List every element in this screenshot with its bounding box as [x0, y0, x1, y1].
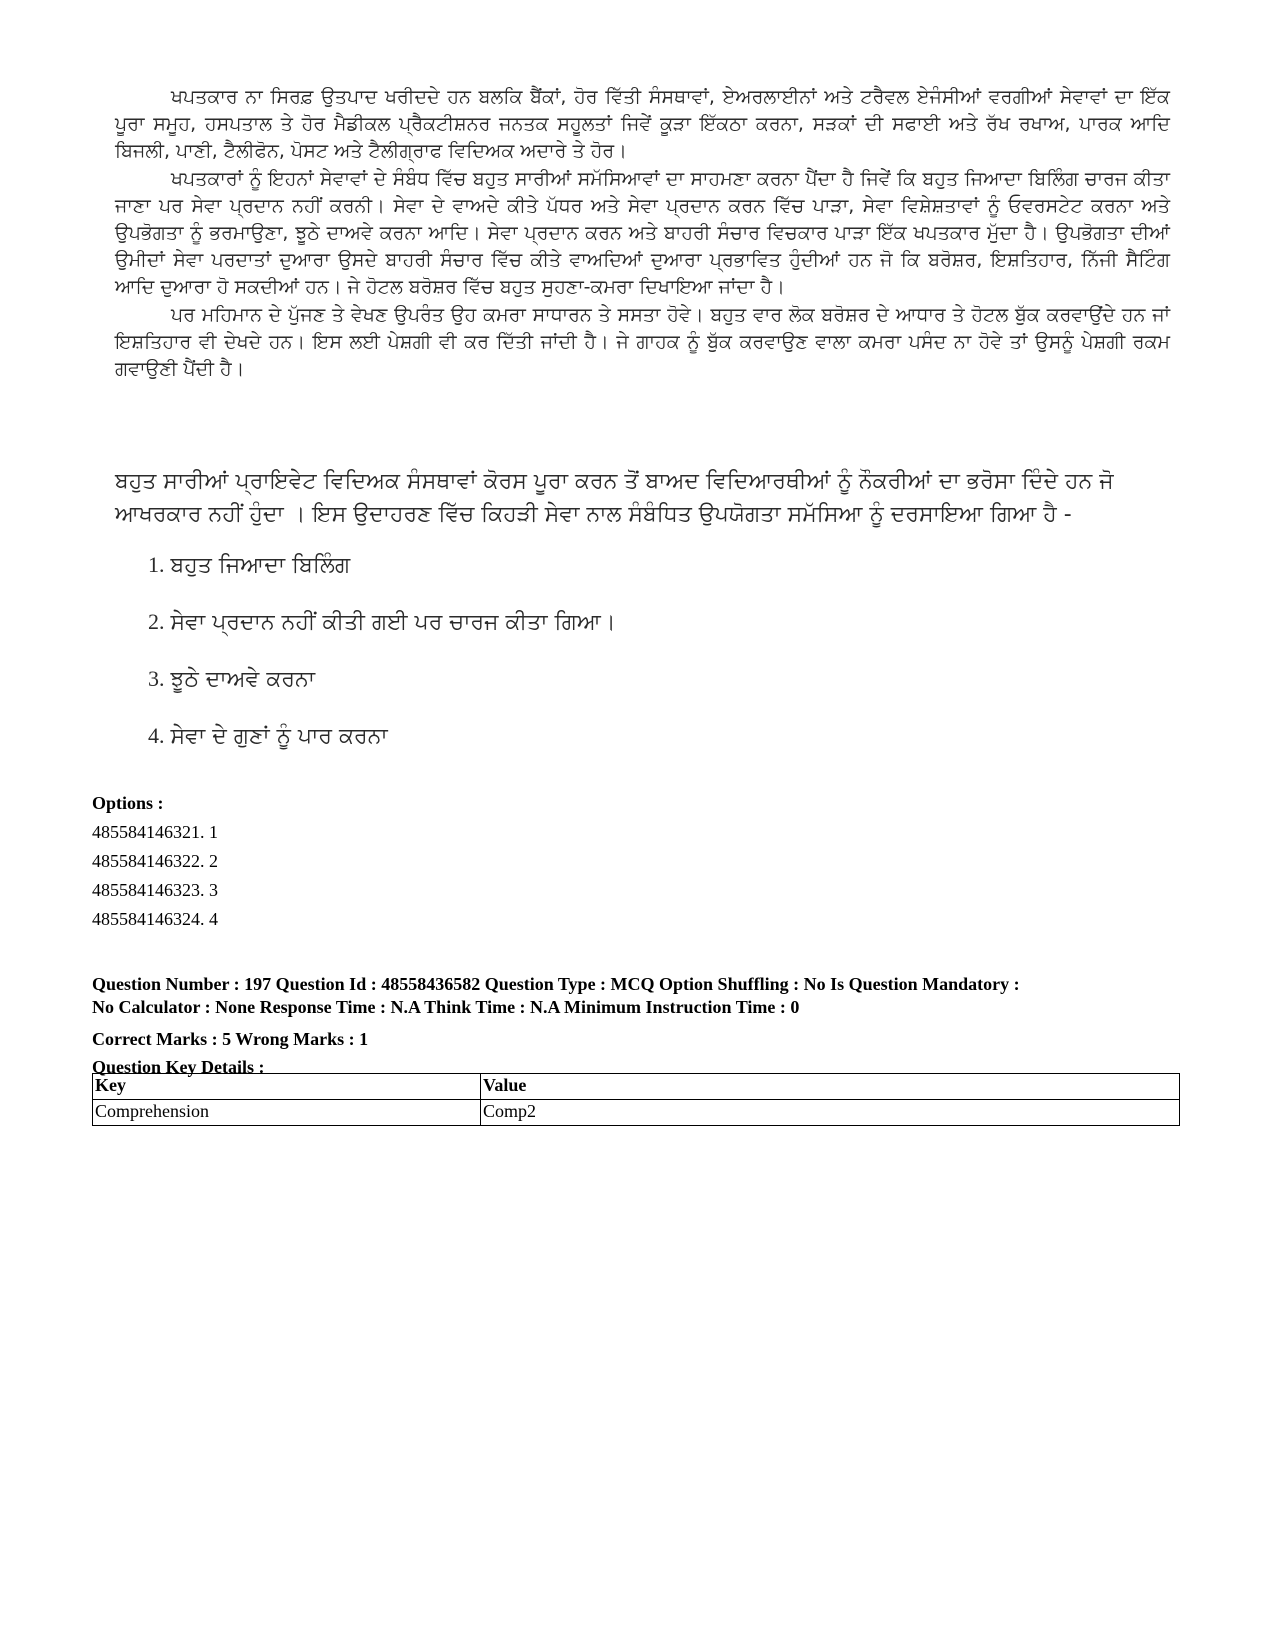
options-title: Options :	[92, 793, 164, 813]
question-choices	[148, 549, 1048, 777]
key-details-table	[92, 1073, 1180, 1126]
table-header-cell: Key	[93, 1074, 481, 1100]
option-item: 485584146321. 1	[92, 822, 218, 842]
passage-paragraph: ਪਰ ਮਹਿਮਾਨ ਦੇ ਪੁੱਜਣ ਤੇ ਵੇਖਣ ਉਪਰੰਤ ਉਹ ਕਮਰਾ ਸਾਧਾਰਨ ਤੇ ਸਸਤਾ ਹੋਵੇ। ਬਹੁਤ ਵਾਰ ਲੋਕ ਬਰੋਸ਼ਰ ਦੇ ਆਧਾਰ ਤੇ ਹੋਟਲ ਬੁੱਕ ਕਰਵਾਉਂਦੇ ਹਨ ਜਾਂ ਇਸ਼ਤਿਹਾਰ ਵੀ ਦੇਖਦੇ ਹਨ। ਇਸ ਲਈ ਪੇਸ਼ਗੀ ਵੀ ਕਰ ਦਿੱਤੀ ਜਾਂਦੀ ਹੈ। ਜੇ ਗਾਹਕ ਨੂੰ ਬੁੱਕ ਕਰਵਾਉਣ ਵਾਲਾ ਕਮਰਾ ਪਸੰਦ ਨਾ ਹੋਵੇ ਤਾਂ ਉਸਨੂੰ ਪੇਸ਼ਗੀ ਰਕਮ ਗਵਾਉਣੀ ਪੈਂਦੀ ਹੈ।	[115, 303, 1170, 381]
table-header-row	[93, 1074, 1180, 1100]
choice-text: ਸੇਵਾ ਪ੍ਰਦਾਨ ਨਹੀਂ ਕੀਤੀ ਗਈ ਪਰ ਚਾਰਜ ਕੀਤਾ ਗਿਆ।	[170, 610, 616, 635]
table-row	[93, 1100, 1180, 1126]
options-list	[92, 788, 218, 934]
question-text: ਬਹੁਤ ਸਾਰੀਆਂ ਪ੍ਰਾਇਵੇਟ ਵਿਦਿਅਕ ਸੰਸਥਾਵਾਂ ਕੋਰਸ ਪੂਰਾ ਕਰਨ ਤੋਂ ਬਾਅਦ ਵਿਦਿਆਰਥੀਆਂ ਨੂੰ ਨੌਕਰੀਆਂ ਦਾ ਭਰੋਸਾ ਦਿੰਦੇ ਹਨ ਜੋ ਆਖਰਕਾਰ ਨਹੀਂ ਹੁੰਦਾ । ਇਸ ਉਦਾਹਰਣ ਵਿੱਚ ਕਿਹੜੀ ਸੇਵਾ ਨਾਲ ਸੰਬੰਧਿਤ ਉਪਯੋਗਤਾ ਸਮੱਸਿਆ ਨੂੰ ਦਰਸਾਇਆ ਗਿਆ ਹੈ -	[115, 469, 1114, 527]
choice-item	[148, 720, 1048, 777]
choice-text: ਬਹੁਤ ਜਿਆਦਾ ਬਿਲਿੰਗ	[170, 553, 351, 578]
choice-item	[148, 663, 1048, 720]
choice-number: 2.	[148, 609, 165, 634]
choice-item	[148, 549, 1048, 606]
question-metadata	[92, 973, 1192, 1081]
passage-paragraph: ਖਪਤਕਾਰ ਨਾ ਸਿਰਫ਼ ਉਤਪਾਦ ਖਰੀਦਦੇ ਹਨ ਬਲਕਿ ਬੈਂਕਾਂ, ਹੋਰ ਵਿੱਤੀ ਸੰਸਥਾਵਾਂ, ਏਅਰਲਾਈਨਾਂ ਅਤੇ ਟਰੈਵਲ ਏਜੰਸੀਆਂ ਵਰਗੀਆਂ ਸੇਵਾਵਾਂ ਦਾ ਇੱਕ ਪੂਰਾ ਸਮੂਹ, ਹਸਪਤਾਲ ਤੇ ਹੋਰ ਮੈਡੀਕਲ ਪ੍ਰੈਕਟੀਸ਼ਨਰ ਜਨਤਕ ਸਹੂਲਤਾਂ ਜਿਵੇਂ ਕੂੜਾ ਇੱਕਠਾ ਕਰਨਾ, ਸੜਕਾਂ ਦੀ ਸਫਾਈ ਅਤੇ ਰੱਖ ਰਖਾਅ, ਪਾਰਕ ਆਦਿ ਬਿਜਲੀ, ਪਾਣੀ, ਟੈਲੀਫੋਨ, ਪੋਸਟ ਅਤੇ ਟੈਲੀਗ੍ਰਾਫ ਵਿਦਿਅਕ ਅਦਾਰੇ ਤੇ ਹੋਰ।	[115, 86, 1170, 163]
comprehension-passage	[115, 84, 1170, 383]
choice-text: ਸੇਵਾ ਦੇ ਗੁਣਾਂ ਨੂੰ ਪਾਰ ਕਰਨਾ	[170, 724, 388, 749]
option-item: 485584146323. 3	[92, 880, 218, 900]
question-meta-line: No Calculator : None Response Time : N.A Think Time : N.A Minimum Instruction Time : 0	[92, 997, 800, 1017]
question-meta-line: Question Number : 197 Question Id : 48558436582 Question Type : MCQ Option Shuffling : No Is Question Mandatory :	[92, 974, 1020, 994]
choice-item	[148, 606, 1048, 663]
key-details-title: Question Key Details :	[92, 1057, 265, 1077]
choice-text: ਝੂਠੇ ਦਾਅਵੇ ਕਰਨਾ	[170, 667, 316, 692]
table-cell: Comprehension	[93, 1100, 481, 1126]
option-item: 485584146322. 2	[92, 851, 218, 871]
choice-number: 3.	[148, 666, 165, 691]
passage-paragraph: ਖਪਤਕਾਰਾਂ ਨੂੰ ਇਹਨਾਂ ਸੇਵਾਵਾਂ ਦੇ ਸੰਬੰਧ ਵਿੱਚ ਬਹੁਤ ਸਾਰੀਆਂ ਸਮੱਸਿਆਵਾਂ ਦਾ ਸਾਹਮਣਾ ਕਰਨਾ ਪੈਂਦਾ ਹੈ ਜਿਵੇਂ ਕਿ ਬਹੁਤ ਜਿਆਦਾ ਬਿਲਿੰਗ ਚਾਰਜ ਕੀਤਾ ਜਾਣਾ ਪਰ ਸੇਵਾ ਪ੍ਰਦਾਨ ਨਹੀਂ ਕਰਨੀ। ਸੇਵਾ ਦੇ ਵਾਅਦੇ ਕੀਤੇ ਪੱਧਰ ਅਤੇ ਸੇਵਾ ਪ੍ਰਦਾਨ ਕਰਨ ਵਿੱਚ ਪਾੜਾ, ਸੇਵਾ ਵਿਸ਼ੇਸ਼ਤਾਵਾਂ ਨੂੰ ਓਵਰਸਟੇਟ ਕਰਨਾ ਅਤੇ ਉਪਭੋਗਤਾ ਨੂੰ ਭਰਮਾਉਣਾ, ਝੂਠੇ ਦਾਅਵੇ ਕਰਨਾ ਆਦਿ। ਸੇਵਾ ਪ੍ਰਦਾਨ ਕਰਨ ਅਤੇ ਬਾਹਰੀ ਸੰਚਾਰ ਵਿਚਕਾਰ ਪਾੜਾ ਇੱਕ ਖਪਤਕਾਰ ਮੁੱਦਾ ਹੈ। ਉਪਭੋਗਤਾ ਦੀਆਂ ਉਮੀਦਾਂ ਸੇਵਾ ਪਰਦਾਤਾਂ ਦੁਆਰਾ ਉਸਦੇ ਬਾਹਰੀ ਸੰਚਾਰ ਵਿੱਚ ਕੀਤੇ ਵਾਅਦਿਆਂ ਦੁਆਰਾ ਪ੍ਰਭਾਵਿਤ ਹੁੰਦੀਆਂ ਹਨ ਜੋ ਕਿ ਬਰੋਸ਼ਰ, ਇਸ਼ਤਿਹਾਰ, ਨਿੱਜੀ ਸੈਟਿੰਗ ਆਦਿ ਦੁਆਰਾ ਹੋ ਸਕਦੀਆਂ ਹਨ। ਜੇ ਹੋਟਲ ਬਰੋਸ਼ਰ ਵਿੱਚ ਬਹੁਤ ਸੁਹਣਾ-ਕਮਰਾ ਦਿਖਾਇਆ ਜਾਂਦਾ ਹੈ।	[115, 167, 1170, 299]
choice-number: 4.	[148, 723, 165, 748]
table-cell: Comp2	[481, 1100, 1180, 1126]
option-item: 485584146324. 4	[92, 909, 218, 929]
table-header-cell: Value	[481, 1074, 1180, 1100]
marks-line: Correct Marks : 5 Wrong Marks : 1	[92, 1029, 369, 1049]
choice-number: 1.	[148, 552, 165, 577]
